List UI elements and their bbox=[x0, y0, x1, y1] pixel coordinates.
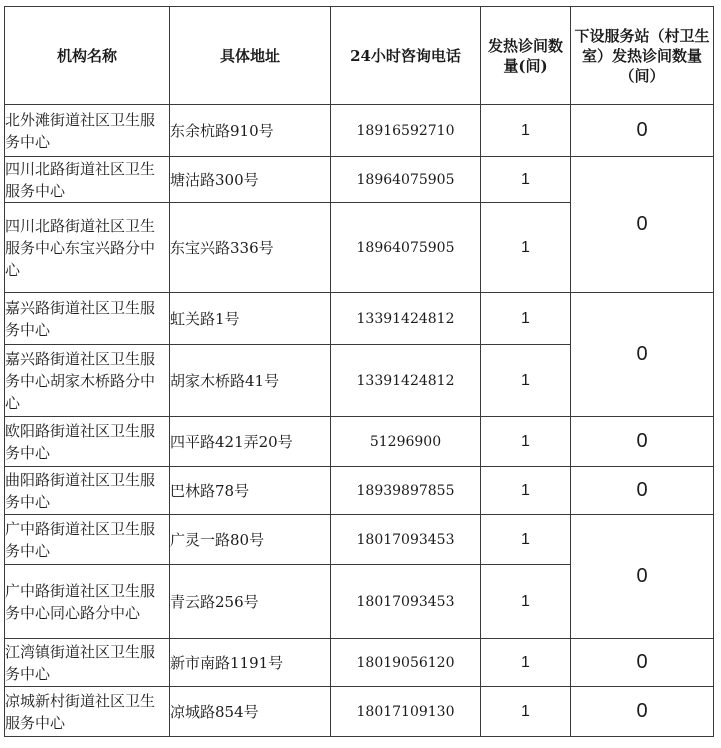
hotline-phone: 18017093453 bbox=[331, 515, 481, 565]
header-name: 机构名称 bbox=[5, 7, 170, 105]
institution-name: 江湾镇街道社区卫生服务中心 bbox=[5, 639, 170, 687]
header-address: 具体地址 bbox=[170, 7, 331, 105]
station-fever-count: 0 bbox=[571, 639, 714, 687]
institution-address: 东宝兴路336号 bbox=[170, 203, 331, 293]
fever-clinic-table bbox=[4, 6, 714, 737]
institution-address: 青云路256号 bbox=[170, 565, 331, 639]
institution-name: 广中路街道社区卫生服务中心同心路分中心 bbox=[5, 565, 170, 639]
table-row bbox=[5, 515, 714, 565]
institution-address: 虹关路1号 bbox=[170, 293, 331, 345]
hotline-phone: 18017093453 bbox=[331, 565, 481, 639]
header-row bbox=[5, 7, 714, 105]
table-row bbox=[5, 467, 714, 515]
header-fever-rooms: 发热诊间数量(间) bbox=[481, 7, 571, 105]
fever-room-count: 1 bbox=[481, 417, 571, 467]
hotline-phone: 13391424812 bbox=[331, 345, 481, 417]
table-row bbox=[5, 293, 714, 345]
table-row bbox=[5, 639, 714, 687]
fever-room-count: 1 bbox=[481, 345, 571, 417]
hotline-phone: 18916592710 bbox=[331, 105, 481, 157]
institution-address: 广灵一路80号 bbox=[170, 515, 331, 565]
hotline-phone: 13391424812 bbox=[331, 293, 481, 345]
hotline-phone: 18939897855 bbox=[331, 467, 481, 515]
institution-name: 四川北路街道社区卫生服务中心东宝兴路分中心 bbox=[5, 203, 170, 293]
station-fever-count: 0 bbox=[571, 417, 714, 467]
institution-name: 曲阳路街道社区卫生服务中心 bbox=[5, 467, 170, 515]
institution-name: 广中路街道社区卫生服务中心 bbox=[5, 515, 170, 565]
institution-name: 欧阳路街道社区卫生服务中心 bbox=[5, 417, 170, 467]
station-fever-count: 0 bbox=[571, 515, 714, 639]
header-phone: 24小时咨询电话 bbox=[331, 7, 481, 105]
hotline-phone: 18964075905 bbox=[331, 203, 481, 293]
institution-name: 嘉兴路街道社区卫生服务中心 bbox=[5, 293, 170, 345]
table-row bbox=[5, 157, 714, 203]
institution-name: 嘉兴路街道社区卫生服务中心胡家木桥路分中心 bbox=[5, 345, 170, 417]
fever-room-count: 1 bbox=[481, 515, 571, 565]
header-station-fever-rooms: 下设服务站（村卫生室）发热诊间数量（间） bbox=[571, 7, 714, 105]
station-fever-count: 0 bbox=[571, 467, 714, 515]
fever-room-count: 1 bbox=[481, 639, 571, 687]
institution-name: 四川北路街道社区卫生服务中心 bbox=[5, 157, 170, 203]
table-row bbox=[5, 417, 714, 467]
fever-room-count: 1 bbox=[481, 105, 571, 157]
fever-room-count: 1 bbox=[481, 157, 571, 203]
station-fever-count: 0 bbox=[571, 157, 714, 293]
station-fever-count: 0 bbox=[571, 293, 714, 417]
table-row bbox=[5, 105, 714, 157]
institution-name: 北外滩街道社区卫生服务中心 bbox=[5, 105, 170, 157]
station-fever-count: 0 bbox=[571, 105, 714, 157]
fever-room-count: 1 bbox=[481, 565, 571, 639]
institution-address: 东余杭路910号 bbox=[170, 105, 331, 157]
institution-address: 四平路421弄20号 bbox=[170, 417, 331, 467]
hotline-phone: 18017109130 bbox=[331, 687, 481, 737]
table-row bbox=[5, 687, 714, 737]
fever-room-count: 1 bbox=[481, 467, 571, 515]
institution-address: 胡家木桥路41号 bbox=[170, 345, 331, 417]
station-fever-count: 0 bbox=[571, 687, 714, 737]
hotline-phone: 18019056120 bbox=[331, 639, 481, 687]
fever-room-count: 1 bbox=[481, 687, 571, 737]
institution-name: 凉城新村街道社区卫生服务中心 bbox=[5, 687, 170, 737]
hotline-phone: 51296900 bbox=[331, 417, 481, 467]
fever-room-count: 1 bbox=[481, 203, 571, 293]
institution-address: 新市南路1191号 bbox=[170, 639, 331, 687]
institution-address: 凉城路854号 bbox=[170, 687, 331, 737]
fever-room-count: 1 bbox=[481, 293, 571, 345]
institution-address: 塘沽路300号 bbox=[170, 157, 331, 203]
institution-address: 巴林路78号 bbox=[170, 467, 331, 515]
hotline-phone: 18964075905 bbox=[331, 157, 481, 203]
